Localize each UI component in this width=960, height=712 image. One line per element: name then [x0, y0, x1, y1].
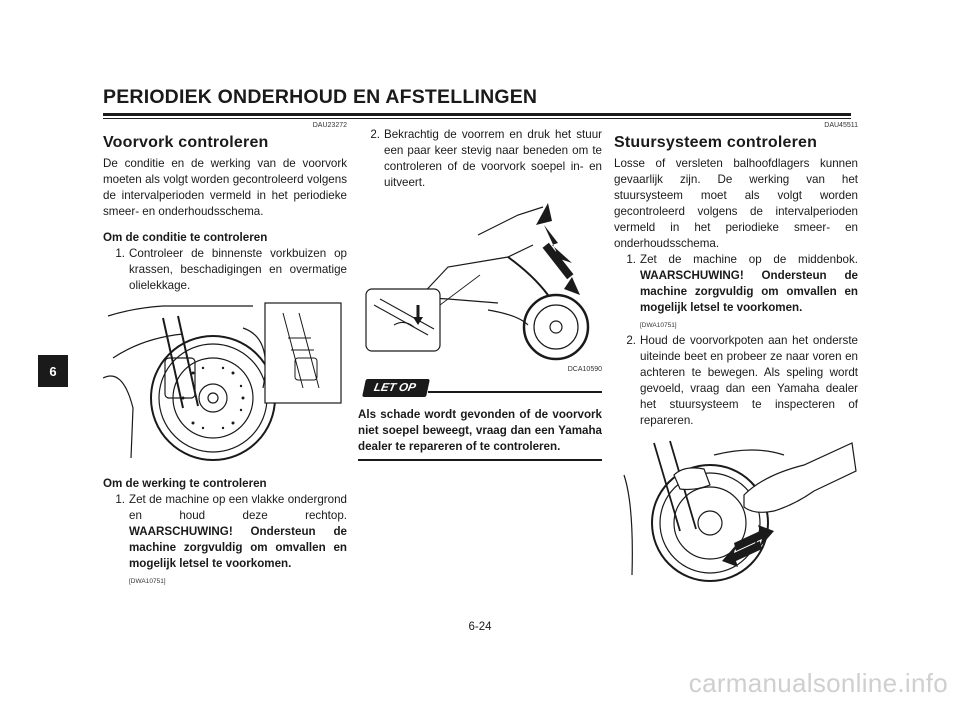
steering-illustration [614, 435, 858, 585]
page-title: PERIODIEK ONDERHOUD EN AFSTELLINGEN [103, 86, 538, 108]
subheading-operation: Om de werking te controleren [103, 477, 267, 490]
warning-code: [DWA10751] [640, 322, 677, 329]
header-rule-thin [103, 118, 851, 119]
watermark: carmanualsonline.info [688, 668, 948, 698]
step-text: Controleer de binnenste vorkbuizen op krassen, beschadigingen en overmatige olielekkage. [129, 247, 347, 292]
scooter-illustration [358, 195, 602, 373]
notice-label: LET OP [362, 379, 429, 397]
notice-rule [428, 391, 602, 393]
step-number: 1. [626, 253, 636, 266]
figure-fork-compression [358, 195, 602, 373]
column-left [103, 122, 347, 585]
section-intro: Losse of versleten balhoofdlagers kunnen gevaarlijk zijn. De werking van het stuursysteem moet als volgt worden gecontroleerd volgens de intervalperioden vermeld in het periodieke smeer- en onderhoudsschema. [614, 157, 858, 250]
step-text: Bekrachtig de voorrem en druk het stuur een paar keer stevig naar beneden om te controleren of de voorvork soepel in- en uitveert. [384, 128, 602, 189]
header-rule [103, 113, 851, 116]
figure-fork-inspection [103, 298, 347, 466]
section-code: DAU45511 [824, 122, 858, 129]
chapter-tab: 6 [38, 355, 68, 387]
warning-text: WAARSCHUWING! Ondersteun de machine zorgvuldig om omvallen en mogelijk letsel te voorkomen. [129, 525, 347, 570]
step-item [358, 127, 602, 191]
step-text: Zet de machine op een vlakke ondergrond en houd deze rechtop. WAARSCHUWING! Ondersteun de machine zorgvuldig om omvallen en mogelijk letsel te voorkomen. [129, 493, 347, 570]
section-title: Stuursysteem controleren [614, 134, 818, 151]
warning-code: [DWA10751] [129, 578, 166, 585]
step-item [103, 492, 347, 572]
section-code: DAU23272 [312, 122, 347, 129]
fork-wheel-illustration [103, 298, 347, 466]
step-text: Zet de machine op de middenbok. WAARSCHUWING! Ondersteun de machine zorgvuldig om omvallen en mogelijk letsel te voorkomen. [640, 253, 858, 314]
subheading-condition: Om de conditie te controleren [103, 231, 268, 244]
column-middle [358, 127, 602, 461]
section-intro: De conditie en de werking van de voorvork moeten als volgt worden gecontroleerd volgens de intervalperioden vermeld in het periodieke smeer- en onderhoudsschema. [103, 157, 347, 218]
notice-bottom-rule [358, 459, 602, 461]
notice-header [358, 379, 602, 403]
column-right [614, 122, 858, 585]
step-number: 2. [370, 128, 380, 141]
figure-code: DCA10590 [567, 366, 602, 373]
notice-text: Als schade wordt gevonden of de voorvork niet soepel beweegt, vraag dan een Yamaha dealer te repareren of te controleren. [358, 408, 602, 453]
step-item [614, 252, 858, 316]
step-item [614, 333, 858, 429]
figure-steering-check [614, 435, 858, 585]
step-item [103, 246, 347, 294]
step-text: Houd de voorvorkpoten aan het onderste uiteinde beet en probeer ze naar voren en achteren te bewegen. Als speling wordt gevoeld, vraag dan een Yamaha dealer het stuursysteem te inspecteren of repareren. [640, 334, 858, 427]
step-number: 1. [115, 493, 125, 506]
warning-text: WAARSCHUWING! Ondersteun de machine zorgvuldig om omvallen en mogelijk letsel te voorkomen. [640, 269, 858, 314]
step-number: 2. [626, 334, 636, 347]
step-number: 1. [115, 247, 125, 260]
page-number: 6-24 [468, 621, 492, 633]
section-title: Voorvork controleren [103, 134, 269, 151]
